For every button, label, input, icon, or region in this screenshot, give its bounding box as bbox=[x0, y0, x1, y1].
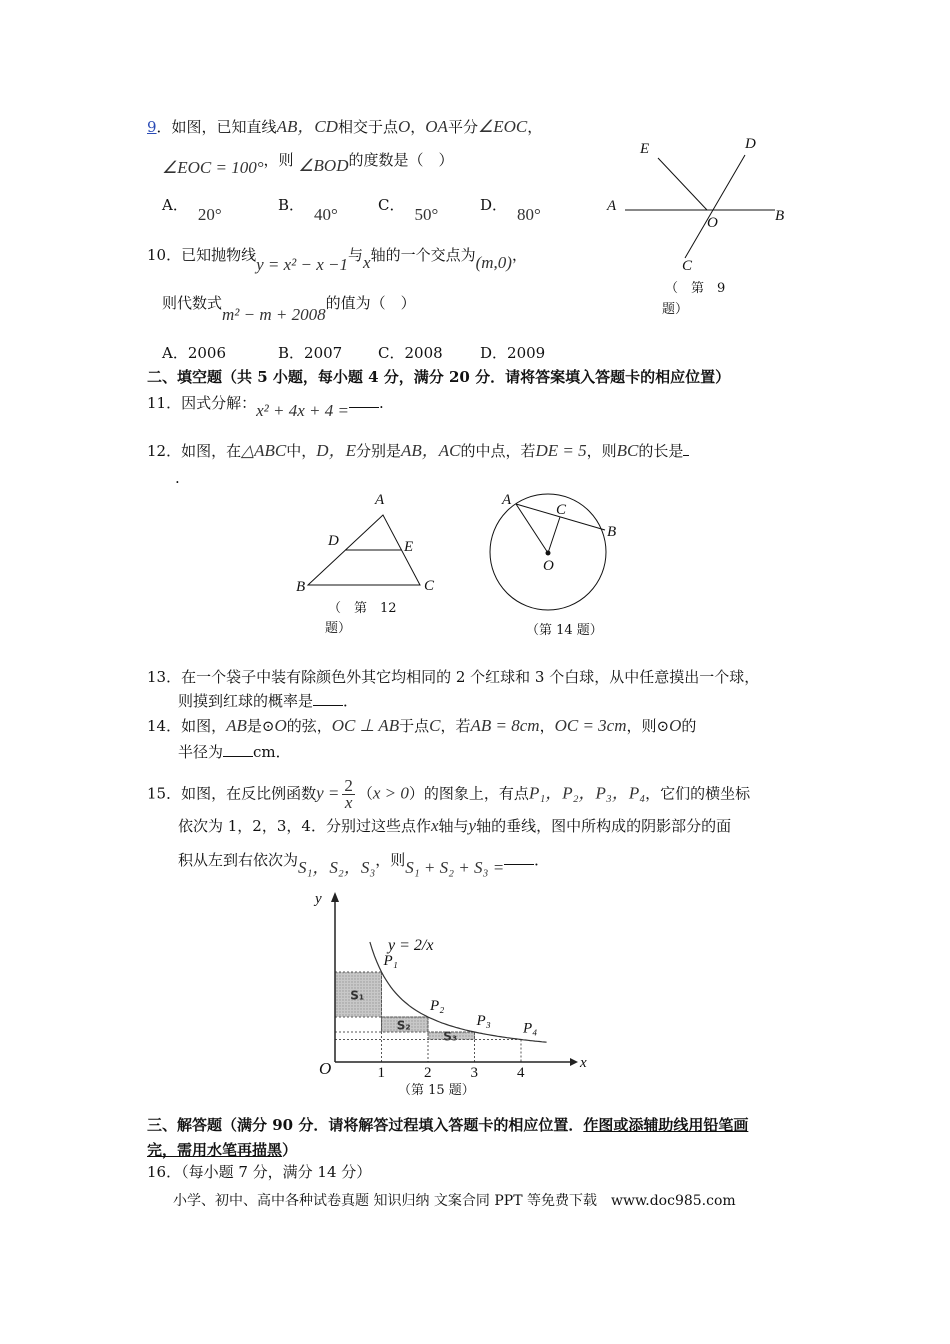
shaded-label: S₁ bbox=[350, 988, 365, 1003]
caption: （第 14 题） bbox=[526, 623, 603, 638]
text: ．如图，已知直线 bbox=[156, 118, 277, 136]
label-c: C bbox=[682, 258, 693, 274]
shaded-label: S₃ bbox=[443, 1029, 458, 1044]
point-label: P₁ bbox=[383, 953, 398, 969]
q10-option-b: B．2007 bbox=[278, 344, 343, 362]
equation-label: y = 2/x bbox=[388, 937, 434, 954]
x-tick-label: 1 bbox=[377, 1065, 385, 1081]
section3-heading-line2: 完，需用水笔再描黑） bbox=[147, 1141, 298, 1159]
label-e: E bbox=[640, 141, 650, 157]
q14-line1: 14．如图，AB是⊙O的弦，OC ⊥ AB于点C，若AB = 8cm，OC = 3cm，则⊙O的 bbox=[147, 716, 697, 735]
point-label: P₄ bbox=[523, 1020, 538, 1037]
q13-line1: 13．在一个袋子中装有除颜色外其它均相同的 2 个红球和 3 个白球，从中任意摸出一个球， bbox=[147, 668, 760, 686]
x-tick-label: 4 bbox=[517, 1065, 525, 1081]
label-o: O bbox=[543, 558, 554, 574]
q9-option-d: D． 80° bbox=[480, 196, 541, 224]
label-b: B bbox=[775, 208, 785, 224]
q10-line2: 则代数式m² − m + 2008的值为（ ） bbox=[162, 294, 416, 324]
label-b: B bbox=[296, 579, 306, 595]
q10-option-a: A．2006 bbox=[162, 344, 227, 362]
q9-number-link[interactable]: 9 bbox=[147, 118, 157, 136]
label-e: E bbox=[404, 539, 414, 555]
q10-option-c: C．2008 bbox=[378, 344, 443, 362]
section2-heading: 二、填空题（共 5 小题，每小题 4 分，满分 20 分．请将答案填入答题卡的相应位置） bbox=[147, 368, 731, 386]
q9-option-c: C． 50° bbox=[378, 196, 439, 224]
q10-option-d: D．2009 bbox=[480, 344, 546, 362]
label-d: D bbox=[328, 533, 339, 549]
origin-label: O bbox=[319, 1059, 332, 1078]
point-label: P₃ bbox=[476, 1012, 491, 1029]
q16-heading: 16．（每小题 7 分，满分 14 分） bbox=[147, 1163, 372, 1181]
x-axis-label: x bbox=[580, 1055, 587, 1071]
math: ∠EOC = 100° bbox=[162, 158, 264, 177]
y-axis-label: y bbox=[315, 891, 322, 907]
x-axis-arrow bbox=[570, 1058, 578, 1066]
text: 平分 bbox=[447, 118, 478, 136]
fraction: $\frac{2}{x}$ bbox=[344, 776, 353, 812]
shaded-label: S₂ bbox=[396, 1018, 411, 1033]
text: ， bbox=[527, 118, 543, 136]
math: OA bbox=[425, 117, 448, 136]
x-tick-label: 3 bbox=[470, 1065, 478, 1081]
q12-end: . bbox=[175, 469, 180, 487]
text: ，则 bbox=[263, 151, 294, 169]
text: ， bbox=[410, 118, 426, 136]
point-label: P₂ bbox=[430, 998, 445, 1014]
caption: （ 第 12 bbox=[328, 601, 397, 616]
label-d: D bbox=[745, 136, 756, 152]
q14-line2: 半径为 cm． bbox=[178, 743, 291, 761]
label-a: A bbox=[375, 492, 385, 508]
q11: 11．因式分解：x² + 4x + 4 = . bbox=[147, 394, 384, 420]
q12-line1: 12．如图，在△ABC中，D，E分别是AB，AC的中点，若DE = 5，则BC的长是 bbox=[147, 441, 689, 461]
q13-line2: 则摸到红球的概率是 ． bbox=[178, 692, 359, 710]
caption: 题） bbox=[325, 621, 352, 636]
text: 相交于点 bbox=[337, 118, 398, 136]
label-c: C bbox=[556, 502, 567, 518]
math: O bbox=[397, 117, 411, 136]
label-a: A bbox=[607, 198, 617, 214]
q10-line1: 10．已知抛物线y = x² − x −1与x轴的一个交点为(m,0)， bbox=[147, 246, 527, 274]
label-b: B bbox=[607, 524, 617, 540]
q9-option-a: A． 20° bbox=[162, 196, 222, 224]
caption: 题） bbox=[662, 302, 689, 317]
q15-line1: 15．如图，在反比例函数y = $\frac{2}{x}$ （x > 0）的图象上，有点P₁，P₂，P₃，P₄，它们的横坐标 bbox=[147, 776, 751, 812]
q15-line2: 依次为 1，2，3，4．分别过这些点作x轴与y轴的垂线，图中所构成的阴影部分的面 bbox=[178, 816, 732, 835]
caption: （ 第 9 bbox=[665, 281, 726, 296]
label-o: O bbox=[707, 215, 718, 231]
y-axis-arrow bbox=[331, 892, 339, 902]
text: 的度数是（ ） bbox=[348, 151, 454, 169]
footer-text: 小学、初中、高中各种试卷真题 知识归纳 文案合同 PPT 等免费下载 www.doc985.com bbox=[173, 1193, 736, 1209]
section3-heading-line1: 三、解答题（满分 90 分．请将解答过程填入答题卡的相应位置．作图或添辅助线用铅笔画 bbox=[147, 1116, 749, 1134]
x-tick-label: 2 bbox=[424, 1065, 432, 1081]
math: AB，CD bbox=[276, 117, 338, 136]
label-c: C bbox=[424, 578, 435, 594]
chart-caption: （第 15 题） bbox=[398, 1083, 475, 1098]
math: ∠EOC bbox=[477, 117, 528, 136]
label-a: A bbox=[502, 492, 512, 508]
q9-option-b: B． 40° bbox=[278, 196, 338, 224]
math: ∠BOD bbox=[298, 156, 349, 175]
q15-line3: 积从左到右依次为S₁，S₂，S₃，则S₁ + S₂ + S₃ = ． bbox=[178, 851, 550, 877]
